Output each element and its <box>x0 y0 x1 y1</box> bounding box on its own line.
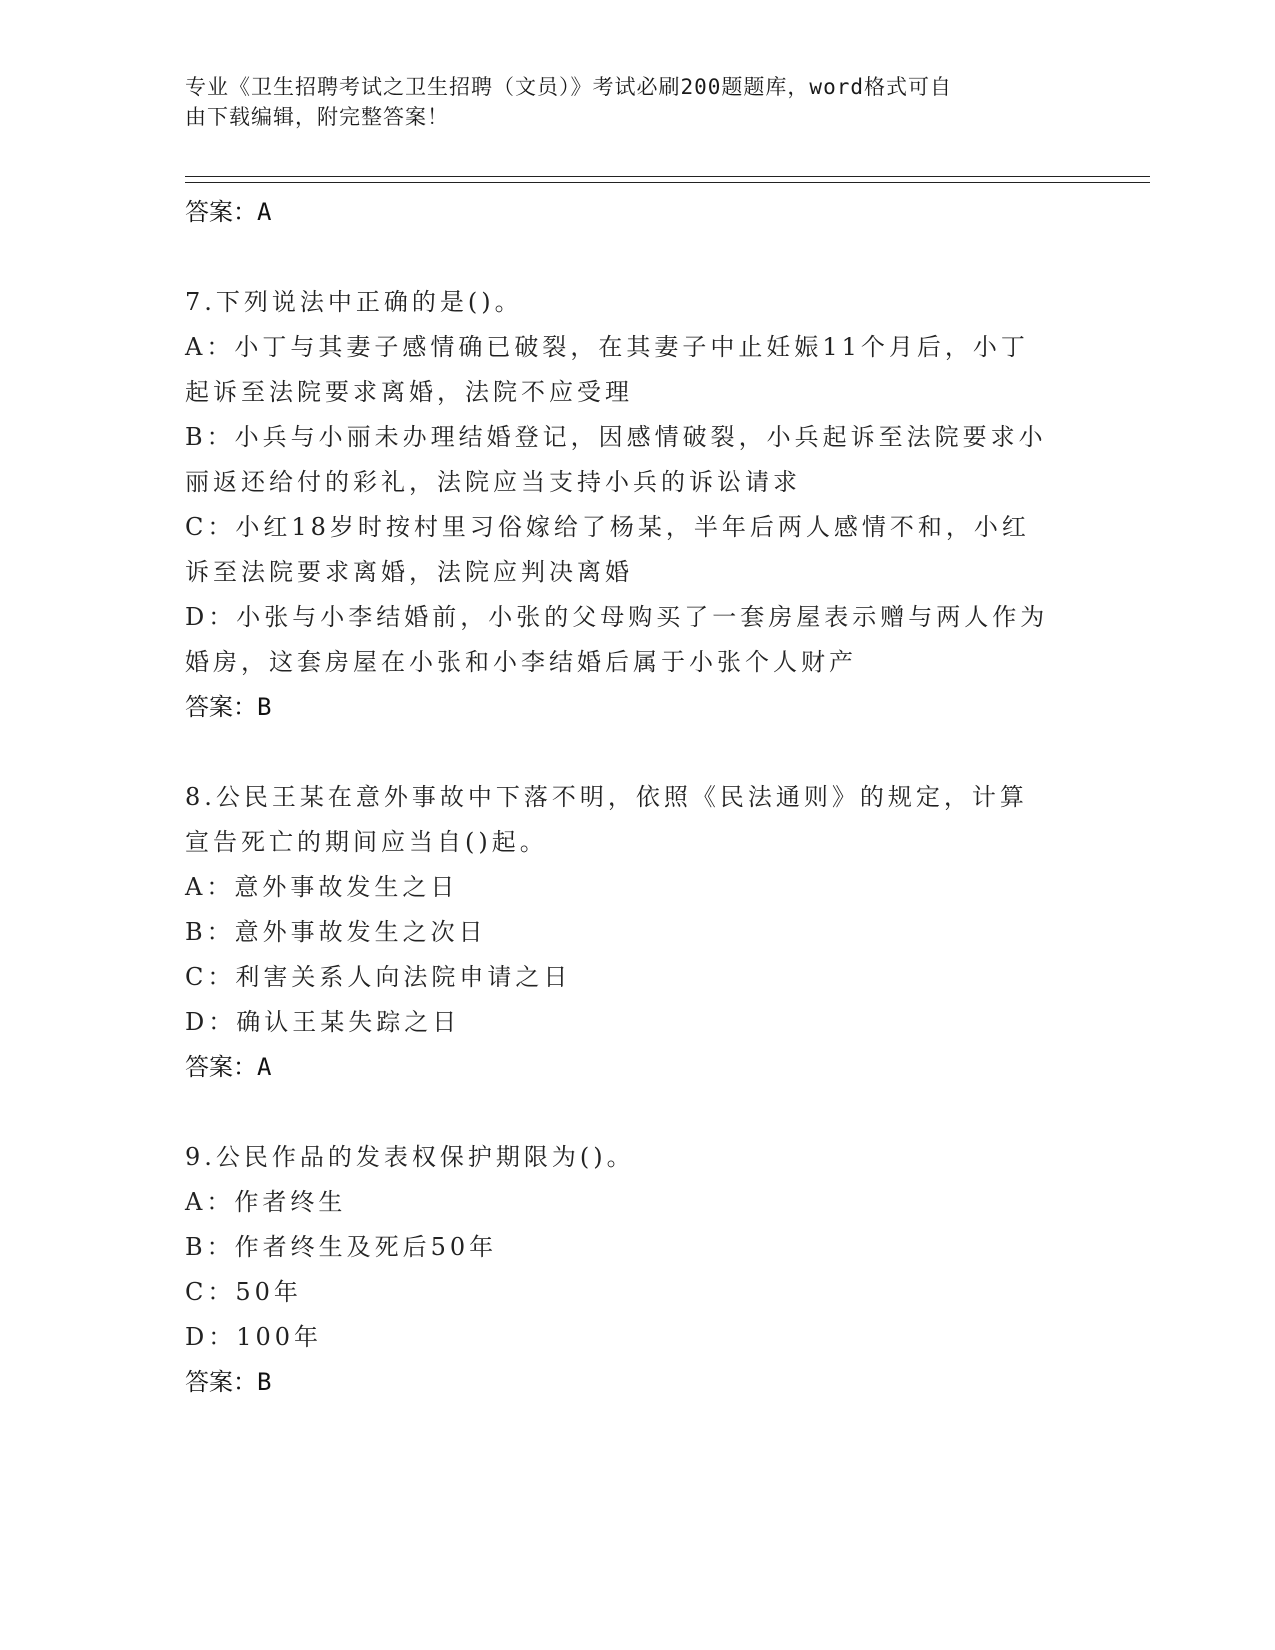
spacer <box>185 730 1085 775</box>
option-line: A：作者终生 <box>185 1188 347 1216</box>
option-line: C：利害关系人向法院申请之日 <box>185 963 572 991</box>
question-stem: 9.公民作品的发表权保护期限为()。 <box>185 1143 635 1171</box>
header-rule-bottom <box>185 182 1150 183</box>
option-line: 起诉至法院要求离婚，法院不应受理 <box>185 378 633 406</box>
option-line: D：小张与小李结婚前，小张的父母购买了一套房屋表示赠与两人作为 <box>185 603 1049 631</box>
answer-line: 答案：A <box>185 1053 272 1081</box>
option-line: D：确认王某失踪之日 <box>185 1008 461 1036</box>
question-8 <box>185 775 1085 1090</box>
question-9 <box>185 1135 1085 1405</box>
option-line: B：小兵与小丽未办理结婚登记，因感情破裂，小兵起诉至法院要求小 <box>185 423 1047 451</box>
option-line: 诉至法院要求离婚，法院应判决离婚 <box>185 558 633 586</box>
option-line: C：小红18岁时按村里习俗嫁给了杨某，半年后两人感情不和，小红 <box>185 513 1030 541</box>
option-line: A：意外事故发生之日 <box>185 873 459 901</box>
option-line: 婚房，这套房屋在小张和小李结婚后属于小张个人财产 <box>185 648 857 676</box>
option-line: D：100年 <box>185 1323 323 1351</box>
header-line-1: 专业《卫生招聘考试之卫生招聘（文员）》考试必刷200题题库，word格式可自 <box>185 75 952 99</box>
spacer <box>185 235 1085 280</box>
question-list <box>185 190 1085 1405</box>
option-line: B：作者终生及死后50年 <box>185 1233 498 1261</box>
question-stem: 宣告死亡的期间应当自()起。 <box>185 828 548 856</box>
option-line: C：50年 <box>185 1278 302 1306</box>
answer-line: 答案：A <box>185 198 272 226</box>
question-stem: 8.公民王某在意外事故中下落不明，依照《民法通则》的规定，计算 <box>185 783 1028 811</box>
option-line: B：意外事故发生之次日 <box>185 918 487 946</box>
option-line: A：小丁与其妻子感情确已破裂，在其妻子中止妊娠11个月后，小丁 <box>185 333 1029 361</box>
header-rule-top <box>185 176 1150 177</box>
question-stem: 7.下列说法中正确的是()。 <box>185 288 523 316</box>
option-line: 丽返还给付的彩礼，法院应当支持小兵的诉讼请求 <box>185 468 801 496</box>
answer-line: 答案：B <box>185 1368 272 1396</box>
question-7 <box>185 280 1085 730</box>
header-line-2: 由下载编辑，附完整答案！ <box>185 105 449 129</box>
answer-line: 答案：B <box>185 693 272 721</box>
document-header <box>185 72 1065 132</box>
spacer <box>185 1090 1085 1135</box>
